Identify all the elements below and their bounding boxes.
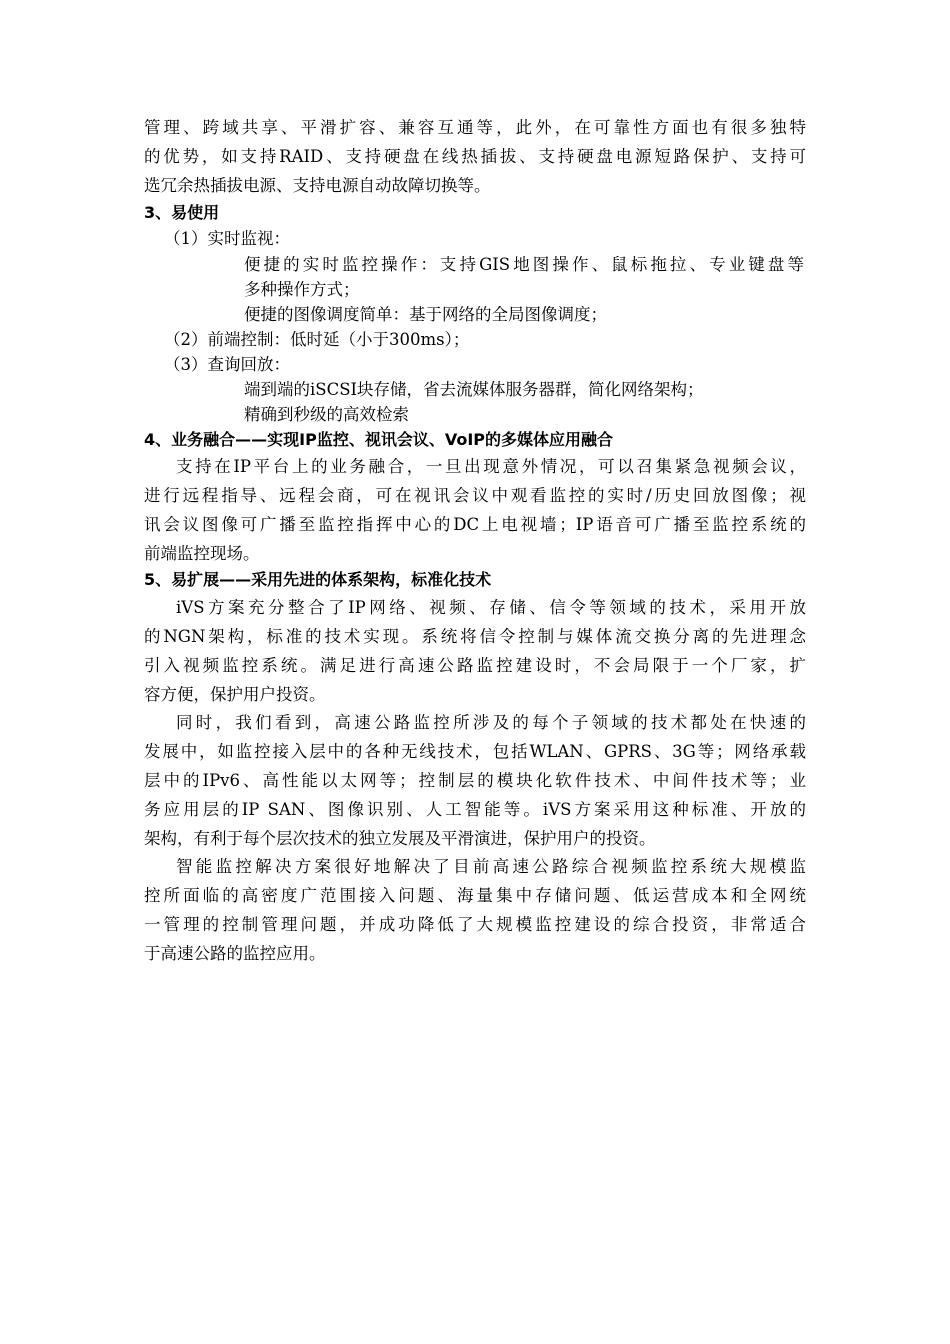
section4-heading: 4、业务融合——实现IP监控、视讯会议、VoIP的多媒体应用融合 (144, 430, 613, 449)
section5-para2-line3: 层中的IPv6、高性能以太网等；控制层的模块化软件技术、中间件技术等；业 (144, 771, 806, 790)
section4-line-3: 讯会议图像可广播至监控指挥中心的DC上电视墙；IP语音可广播至监控系统的 (144, 515, 806, 534)
section5-para1-line2: 的NGN架构，标准的技术实现。系统将信令控制与媒体流交换分离的先进理念 (144, 627, 806, 646)
section5-para2-line4: 务应用层的IP SAN、图像识别、人工智能等。iVS方案采用这种标准、开放的 (144, 800, 806, 819)
section4-line-4: 前端监控现场。 (144, 544, 260, 563)
section5-para3-line4: 于高速公路的监控应用。 (144, 944, 326, 963)
section5-heading: 5、易扩展——采用先进的体系架构，标准化技术 (144, 570, 492, 589)
section4-line-2: 进行远程指导、远程会商，可在视讯会议中观看监控的实时/历史回放图像；视 (144, 486, 806, 505)
section5-para1-line1: iVS方案充分整合了IP网络、视频、存储、信令等领域的技术，采用开放 (176, 598, 806, 617)
section5-para1-line3: 引入视频监控系统。满足进行高速公路监控建设时，不会局限于一个厂家，扩 (144, 656, 806, 675)
section3-heading: 3、易使用 (144, 203, 220, 222)
section3-item3-line2: 精确到秒级的高效检索 (244, 405, 409, 424)
section5-para2-line5: 架构，有利于每个层次技术的独立发展及平滑演进，保护用户的投资。 (144, 829, 656, 848)
section3-item1-line1: 便捷的实时监控操作：支持GIS地图操作、鼠标拖拉、专业键盘等 (244, 255, 804, 274)
section5-para2-line2: 发展中，如监控接入层中的各种无线技术，包括WLAN、GPRS、3G等；网络承载 (144, 742, 806, 761)
intro-line-2: 的优势，如支持RAID、支持硬盘在线热插拔、支持硬盘电源短路保护、支持可 (144, 147, 806, 166)
section5-para3-line3: 一管理的控制管理问题，并成功降低了大规模监控建设的综合投资，非常适合 (144, 915, 806, 934)
section3-item1: （1）实时监视： (164, 229, 290, 248)
section5-para3-line2: 控所面临的高密度广范围接入问题、海量集中存储问题、低运营成本和全网统 (144, 886, 806, 905)
intro-line-1: 管理、跨域共享、平滑扩容、兼容互通等，此外，在可靠性方面也有很多独特 (144, 118, 806, 137)
section3-item3-line1: 端到端的iSCSI块存储，省去流媒体服务器群，简化网络架构； (244, 380, 704, 399)
section4-line-1: 支持在IP平台上的业务融合，一旦出现意外情况，可以召集紧急视频会议， (176, 457, 806, 476)
section5-para1-line4: 容方便，保护用户投资。 (144, 685, 326, 704)
intro-line-3: 选冗余热插拔电源、支持电源自动故障切换等。 (144, 176, 491, 195)
section3-item1-line2: 多种操作方式； (244, 280, 360, 299)
section5-para3-line1: 智能监控解决方案很好地解决了目前高速公路综合视频监控系统大规模监 (176, 857, 806, 876)
section3-item1-line3: 便捷的图像调度简单：基于网络的全局图像调度； (244, 305, 607, 324)
section5-para2-line1: 同时，我们看到，高速公路监控所涉及的每个子领域的技术都处在快速的 (176, 713, 806, 732)
section3-item3: （3）查询回放： (164, 355, 290, 374)
section3-item2: （2）前端控制：低时延（小于300ms）； (164, 330, 470, 349)
